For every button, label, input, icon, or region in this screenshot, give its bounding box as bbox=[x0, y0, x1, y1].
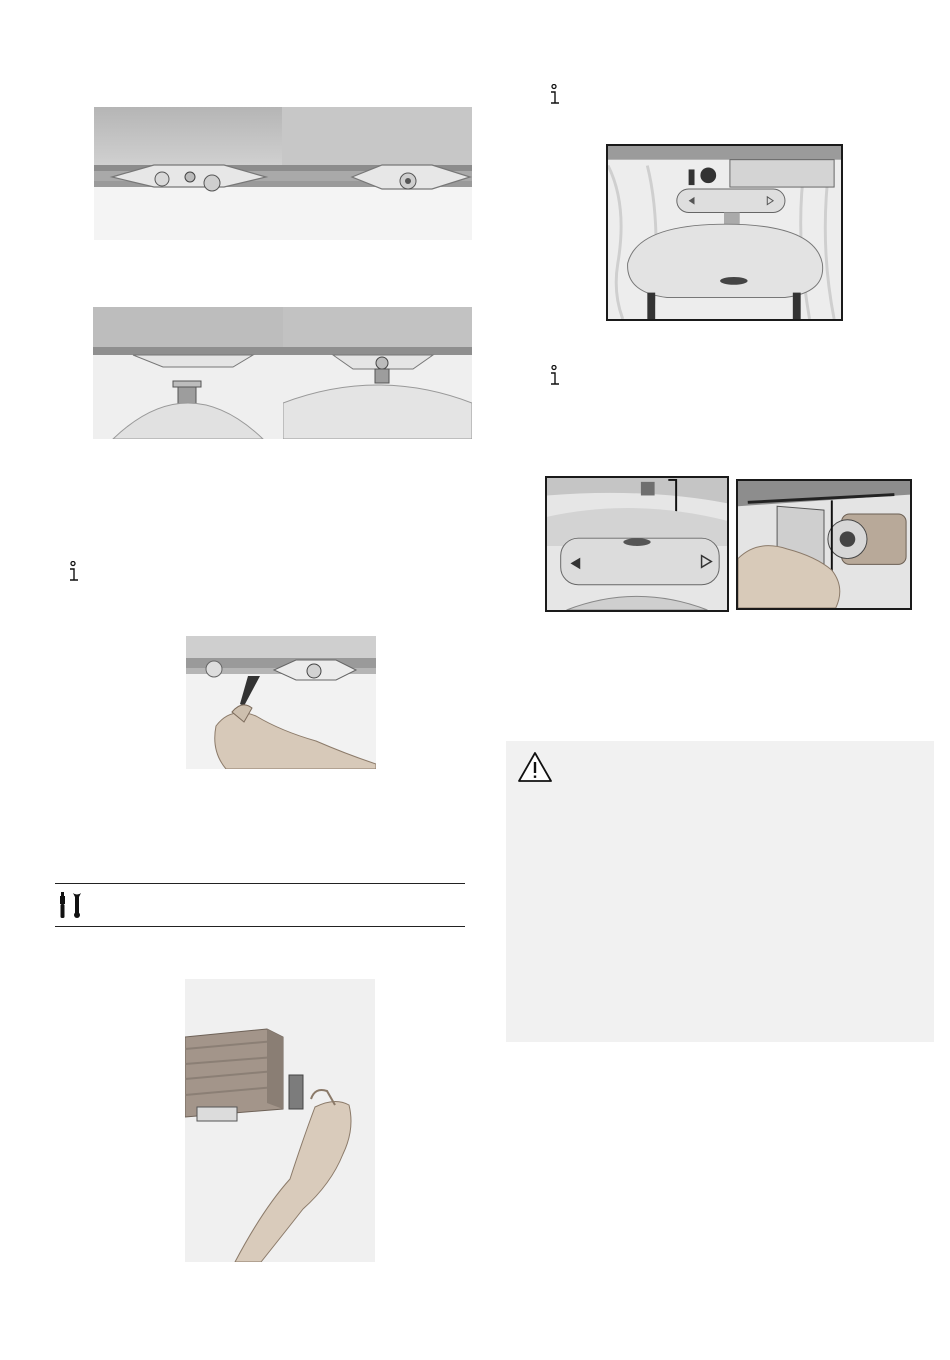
info-icon bbox=[548, 365, 562, 387]
info-icon bbox=[548, 84, 562, 106]
tools-required-band bbox=[55, 883, 465, 927]
warning-triangle-icon bbox=[517, 751, 553, 783]
rail-end-cap-fitting-photo bbox=[185, 979, 375, 1262]
info-icon bbox=[67, 561, 81, 583]
lift-motor-under-rail-photo bbox=[606, 144, 843, 321]
allen-key-adjustment-photo bbox=[186, 636, 376, 769]
rail-carriage-photo-right-2 bbox=[283, 307, 472, 439]
motor-control-panel-photo bbox=[545, 476, 729, 612]
rail-carriage-photo-right-1 bbox=[282, 107, 472, 240]
rail-carriage-photo-left-2 bbox=[93, 307, 283, 439]
rail-carriage-photo-left-1 bbox=[94, 107, 282, 240]
warning-panel bbox=[506, 741, 934, 1042]
screwdriver-wrench-icon bbox=[59, 892, 83, 918]
motor-coupling-photo bbox=[736, 479, 912, 610]
